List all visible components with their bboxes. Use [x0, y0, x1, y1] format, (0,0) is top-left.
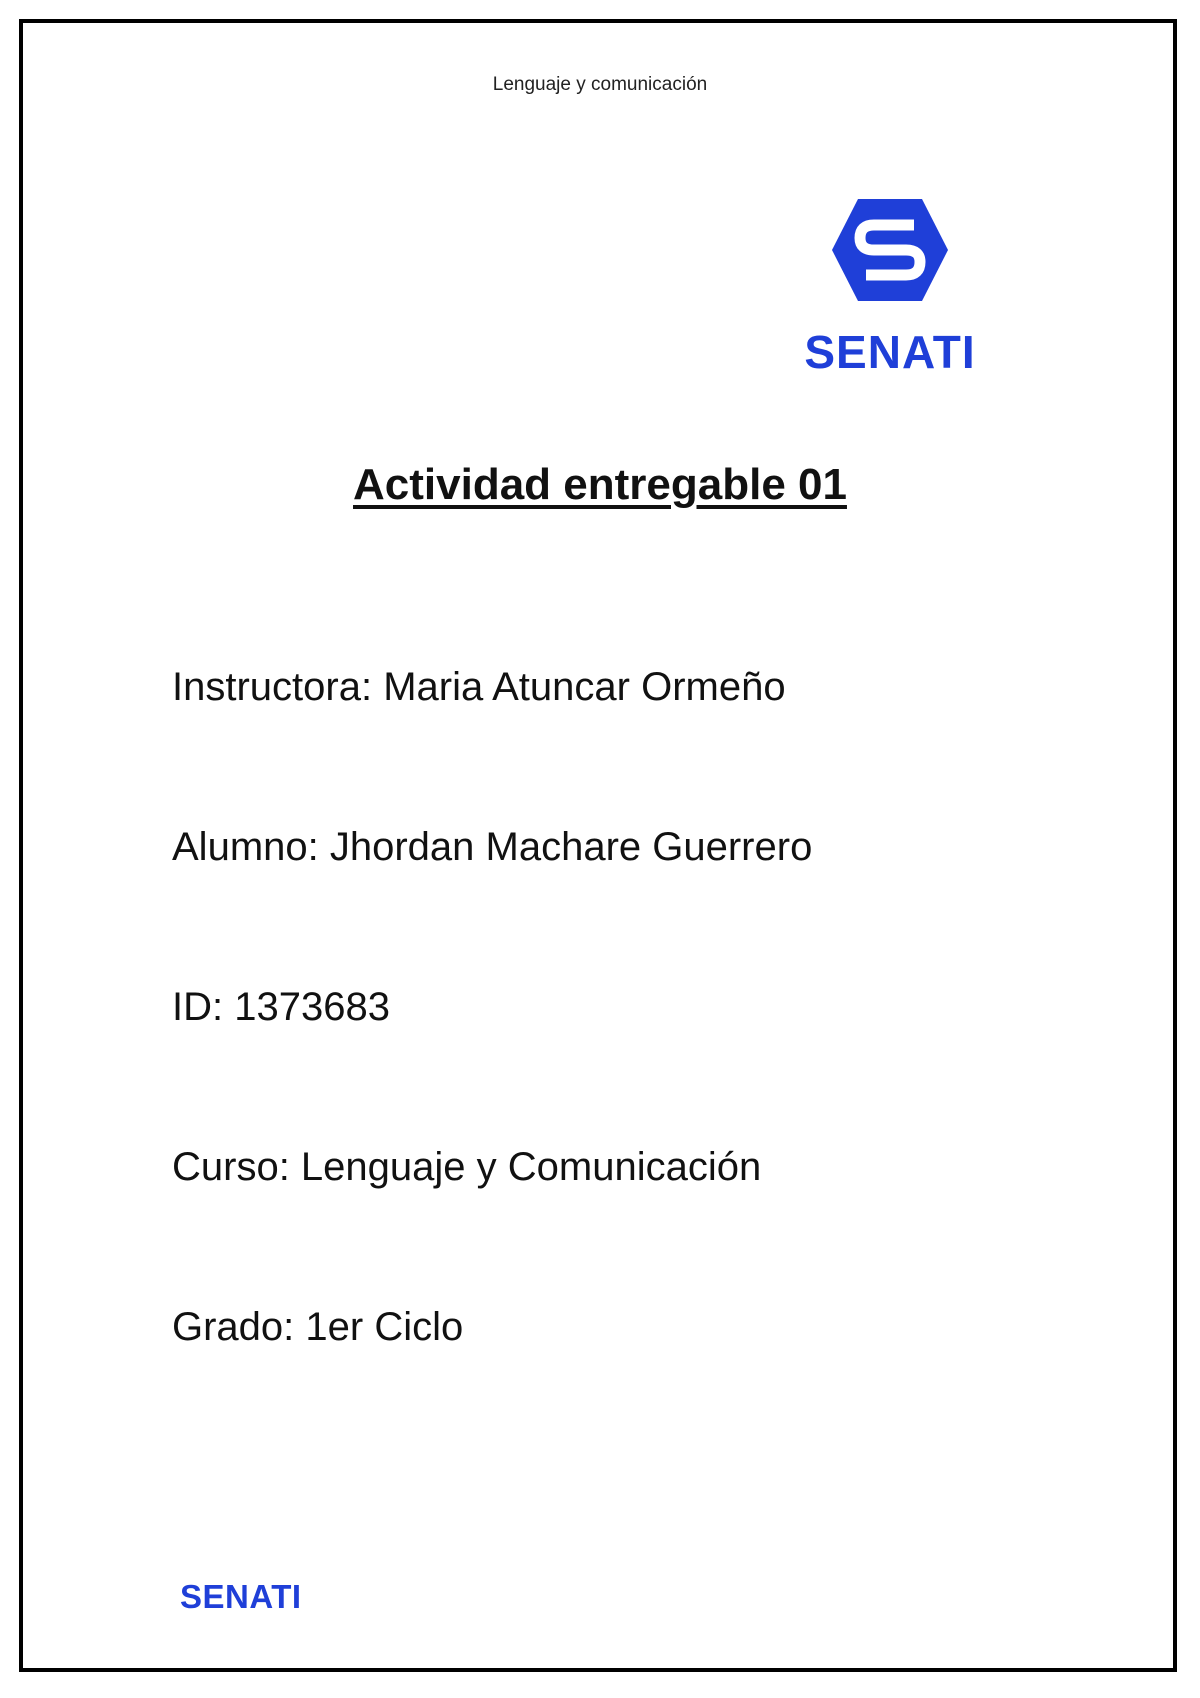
grado-line: Grado: 1er Ciclo: [172, 1305, 464, 1349]
instructora-line: Instructora: Maria Atuncar Ormeño: [172, 665, 786, 709]
footer-brand: SENATI: [180, 1578, 302, 1615]
curso-line: Curso: Lenguaje y Comunicación: [172, 1145, 762, 1189]
alumno-line: Alumno: Jhordan Machare Guerrero: [172, 825, 813, 869]
senati-logo: [780, 195, 1000, 395]
id-line: ID: 1373683: [172, 985, 390, 1029]
document-title: Actividad entregable 01: [353, 460, 847, 509]
running-header: Lenguaje y comunicación: [492, 74, 708, 95]
senati-hexagon-icon: [830, 195, 950, 305]
logo-wordmark: SENATI: [804, 326, 976, 378]
